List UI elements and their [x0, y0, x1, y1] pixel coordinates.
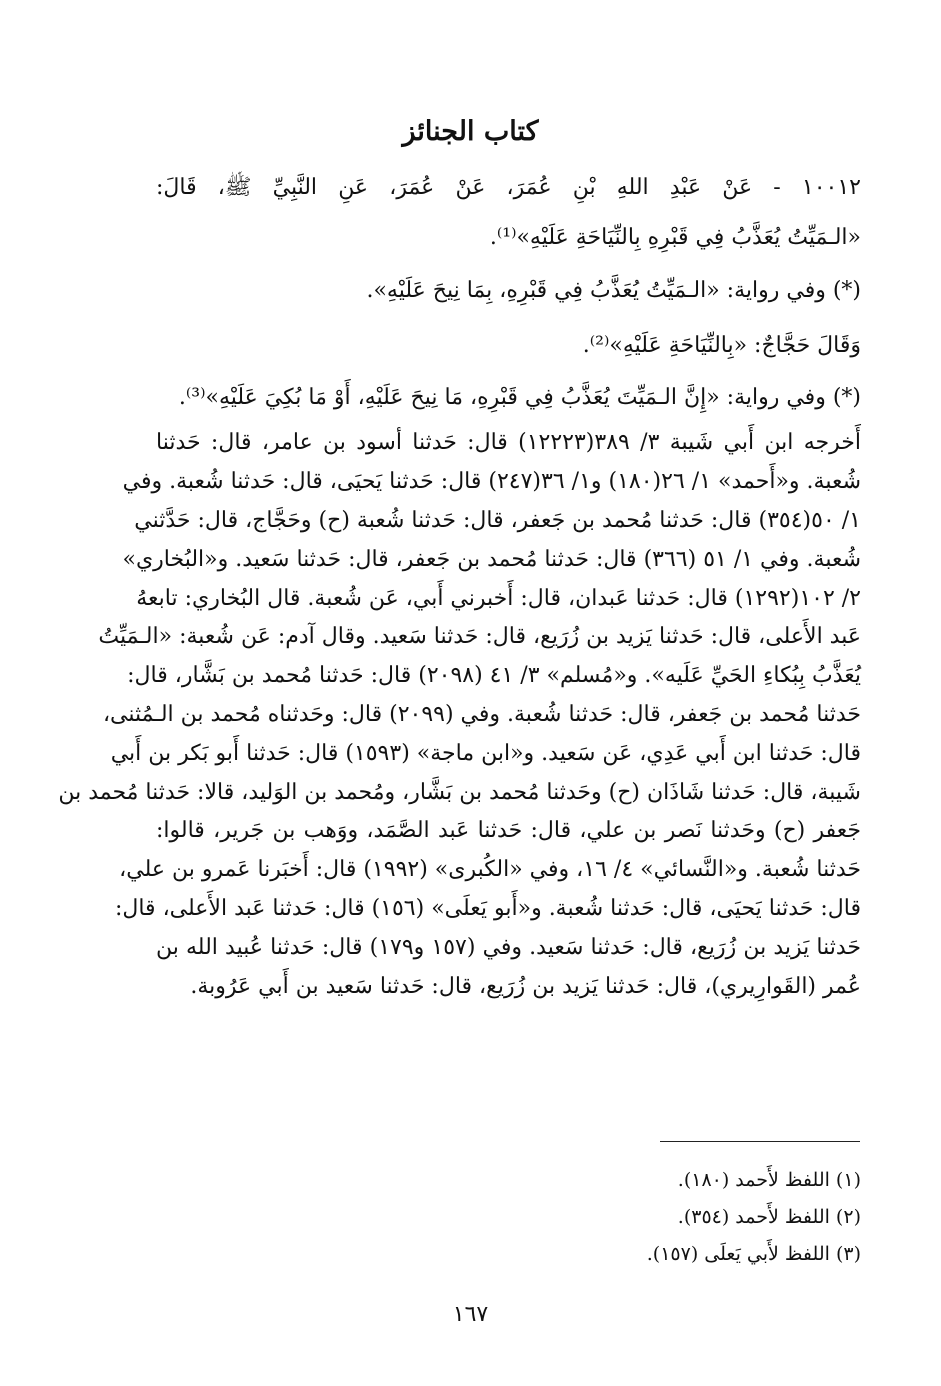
takhrij-line: ١/ ٥٠(٣٥٤) قال: حَدثنا مُحمد بن جَعفر، قال: حَدثنا شُعبة (ح) وحَجَّاج، قال: حَدَّثني	[134, 508, 861, 533]
hadith-line: (*) وفي رواية: «إِنَّ الـمَيِّتَ يُعَذَّبُ فِي قَبْرِهِ، مَا نِيحَ عَلَيْهِ، أَوْ مَا بُكِيَ عَلَيْهِ»⁽³⁾.	[178, 385, 861, 410]
chapter-title: كتاب الجنائز	[402, 116, 539, 147]
takhrij-line: قال: حَدثنا يَحيَى، قال: حَدثنا شُعبة. و«أَبو يَعلَى» (١٥٦) قال: حَدثنا عَبد الأَعلى، قال:	[114, 896, 861, 921]
hadith-line: «الـمَيِّتُ يُعَذَّبُ فِي قَبْرِهِ بِالنِّيَاحَةِ عَلَيْهِ»⁽¹⁾.	[489, 225, 861, 250]
takhrij-line: شُعبة. وفي ١/ ٥١ (٣٦٦) قال: حَدثنا مُحمد بن جَعفر، قال: حَدثنا سَعيد. و«البُخاري»	[122, 547, 861, 572]
takhrij-line: يُعَذَّبُ بِبُكاءِ الحَيِّ عَلَيه». و«مُسلم» ٣/ ٤١ (٢٠٩٨) قال: حَدثنا مُحمد بن بَشَّار، قال:	[127, 663, 861, 688]
takhrij-line: أَخرجه ابن أَبي شَيبة ٣/ ٣٨٩(١٢٢٢٣) قال: حَدثنا أسود بن عامر، قال: حَدثنا	[156, 430, 861, 455]
hadith-line: (*) وفي رواية: «الـمَيِّتُ يُعَذَّبُ فِي قَبْرِهِ، بِمَا نِيحَ عَلَيْهِ».	[366, 278, 861, 303]
footnote: (٢) اللفظ لأَحمد (٣٥٤).	[677, 1206, 861, 1228]
page-number: ١٦٧	[452, 1302, 489, 1327]
takhrij-line: عَبد الأَعلى، قال: حَدثنا يَزيد بن زُرَيع، قال: حَدثنا سَعيد. وقال آدم: عَن شُعبة: «الـمَيِّتُ	[98, 624, 861, 649]
takhrij-line: شَيبة، قال: حَدثنا شَاذَان (ح) وحَدثنا مُحمد بن بَشَّار، ومُحمد بن الوَليد، قالا: حَدثنا مُحمد بن	[58, 780, 861, 805]
takhrij-line: جَعفر (ح) وحَدثنا نَصر بن علي، قال: حَدثنا عَبد الصَّمَد، ووَهب بن جَرير، قالوا:	[156, 818, 861, 843]
takhrij-line: شُعبة. و«أَحمد» ١/ ٢٦(١٨٠) و١/ ٣٦(٢٤٧) قال: حَدثنا يَحيَى، قال: حَدثنا شُعبة. وفي	[122, 469, 861, 494]
takhrij-line: حَدثنا شُعبة. و«النَّسائي» ٤/ ١٦، وفي «الكُبرى» (١٩٩٢) قال: أَخبَرنا عَمرو بن علي،	[119, 857, 861, 882]
footnote: (٣) اللفظ لأَبي يَعلَى (١٥٧).	[646, 1243, 861, 1265]
takhrij-line: حَدثنا يَزيد بن زُرَيع، قال: حَدثنا سَعيد. وفي (١٥٧ و١٧٩) قال: حَدثنا عُبيد الله بن	[156, 935, 862, 960]
takhrij-line: ٢/ ١٠٢(١٢٩٢) قال: حَدثنا عَبدان، قال: أَخبرني أَبي، عَن شُعبة. قال البُخاري: تابعهُ	[136, 586, 861, 611]
footnote: (١) اللفظ لأَحمد (١٨٠).	[677, 1169, 861, 1191]
takhrij-line: حَدثنا مُحمد بن جَعفر، قال: حَدثنا شُعبة. وفي (٢٠٩٩) قال: وحَدثناه مُحمد بن الـمُثنى،	[102, 702, 861, 727]
hadith-line: ١٠٠١٢ - عَنْ عَبْدِ اللهِ بْنِ عُمَرَ، عَنْ عُمَرَ، عَنِ النَّبِيِّ ﷺ، قَالَ:	[156, 175, 861, 200]
footnote-divider	[660, 1141, 860, 1142]
takhrij-line: قال: حَدثنا ابن أَبي عَدِي، عَن سَعيد. و«ابن ماجة» (١٥٩٣) قال: حَدثنا أَبو بَكر بن أَبي	[110, 741, 861, 766]
hadith-line: وَقَالَ حَجَّاجٌ: «بِالنِّيَاحَةِ عَلَيْهِ»⁽²⁾.	[582, 333, 861, 358]
takhrij-line: عُمر (القَوارِيري)، قال: حَدثنا يَزيد بن زُرَيع، قال: حَدثنا سَعيد بن أَبي عَرُوبة.	[190, 974, 861, 999]
